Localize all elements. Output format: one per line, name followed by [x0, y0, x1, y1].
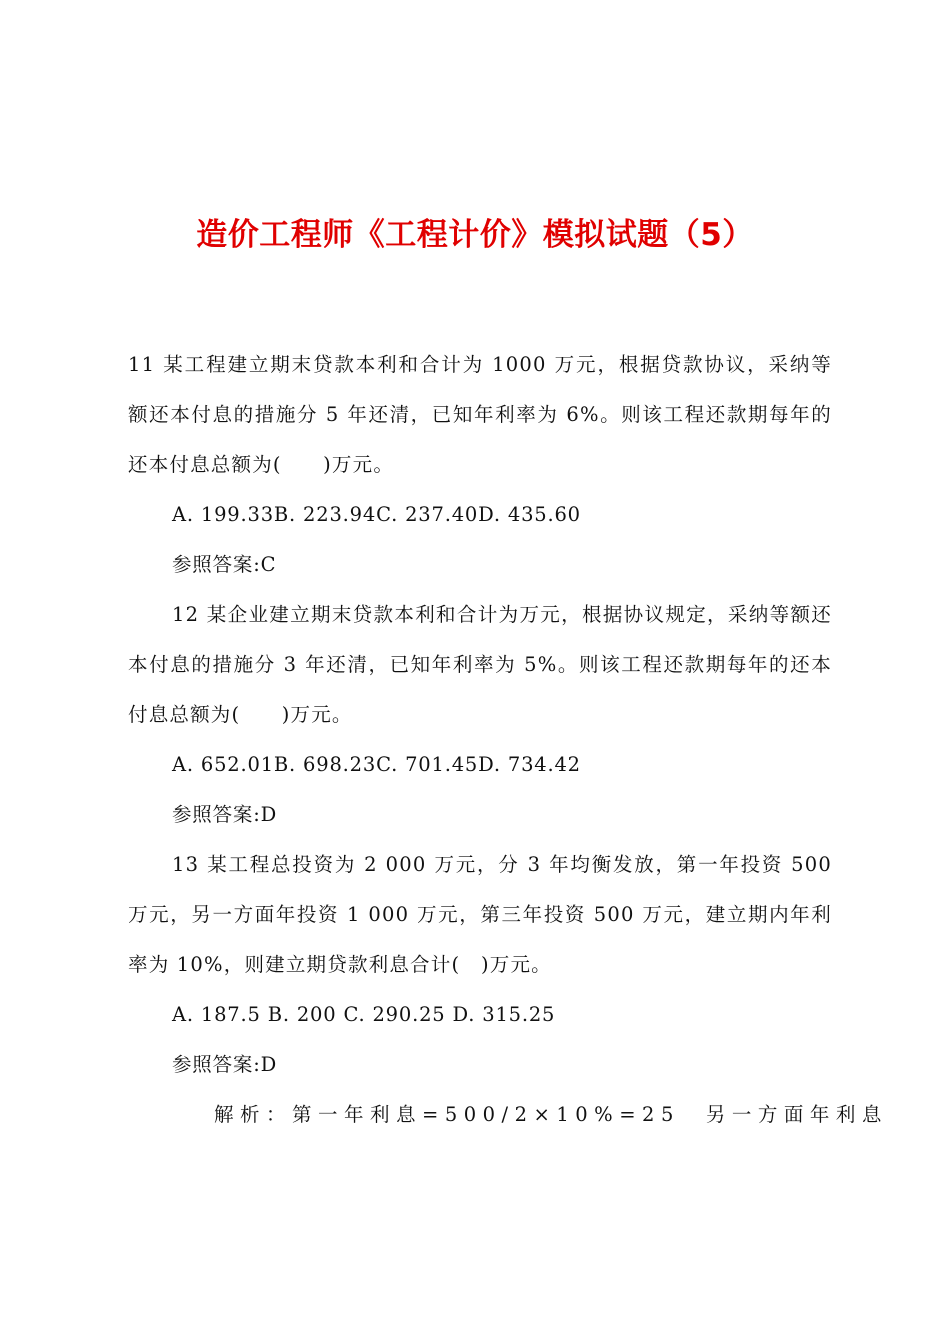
question-options: A. 199.33B. 223.94C. 237.40D. 435.60 — [172, 503, 581, 526]
question-options: A. 652.01B. 698.23C. 701.45D. 734.42 — [172, 753, 581, 776]
question-answer: 参照答案:D — [172, 803, 278, 826]
question-12 — [128, 590, 832, 840]
question-answer: 参照答案:C — [172, 553, 277, 576]
question-stem: 13 某工程总投资为 2 000 万元，分 3 年均衡发放，第一年投资 500 万元，另一方面年投资 1 000 万元，第三年投资 500 万元，建立期内年利率为 10%，则建立期贷款利息合计( )万元。 — [128, 853, 832, 976]
document-body — [128, 340, 888, 1140]
question-analysis: 解析：第一年利息=500/2×10%=25 另一方面年利息 — [214, 1103, 888, 1126]
question-13 — [128, 840, 888, 1140]
question-options: A. 187.5 B. 200 C. 290.25 D. 315.25 — [172, 1003, 556, 1026]
question-stem: 12 某企业建立期末贷款本利和合计为万元，根据协议规定，采纳等额还本付息的措施分 3 年还清，已知年利率为 5%。则该工程还款期每年的还本付息总额为( )万元。 — [128, 603, 832, 726]
question-11 — [128, 340, 832, 590]
question-stem: 11 某工程建立期末贷款本利和合计为 1000 万元，根据贷款协议，采纳等额还本付息的措施分 5 年还清，已知年利率为 6%。则该工程还款期每年的还本付息总额为( )万元。 — [128, 353, 832, 476]
question-answer: 参照答案:D — [172, 1053, 278, 1076]
document-title: 造价工程师《工程计价》模拟试题（5） — [196, 217, 754, 253]
